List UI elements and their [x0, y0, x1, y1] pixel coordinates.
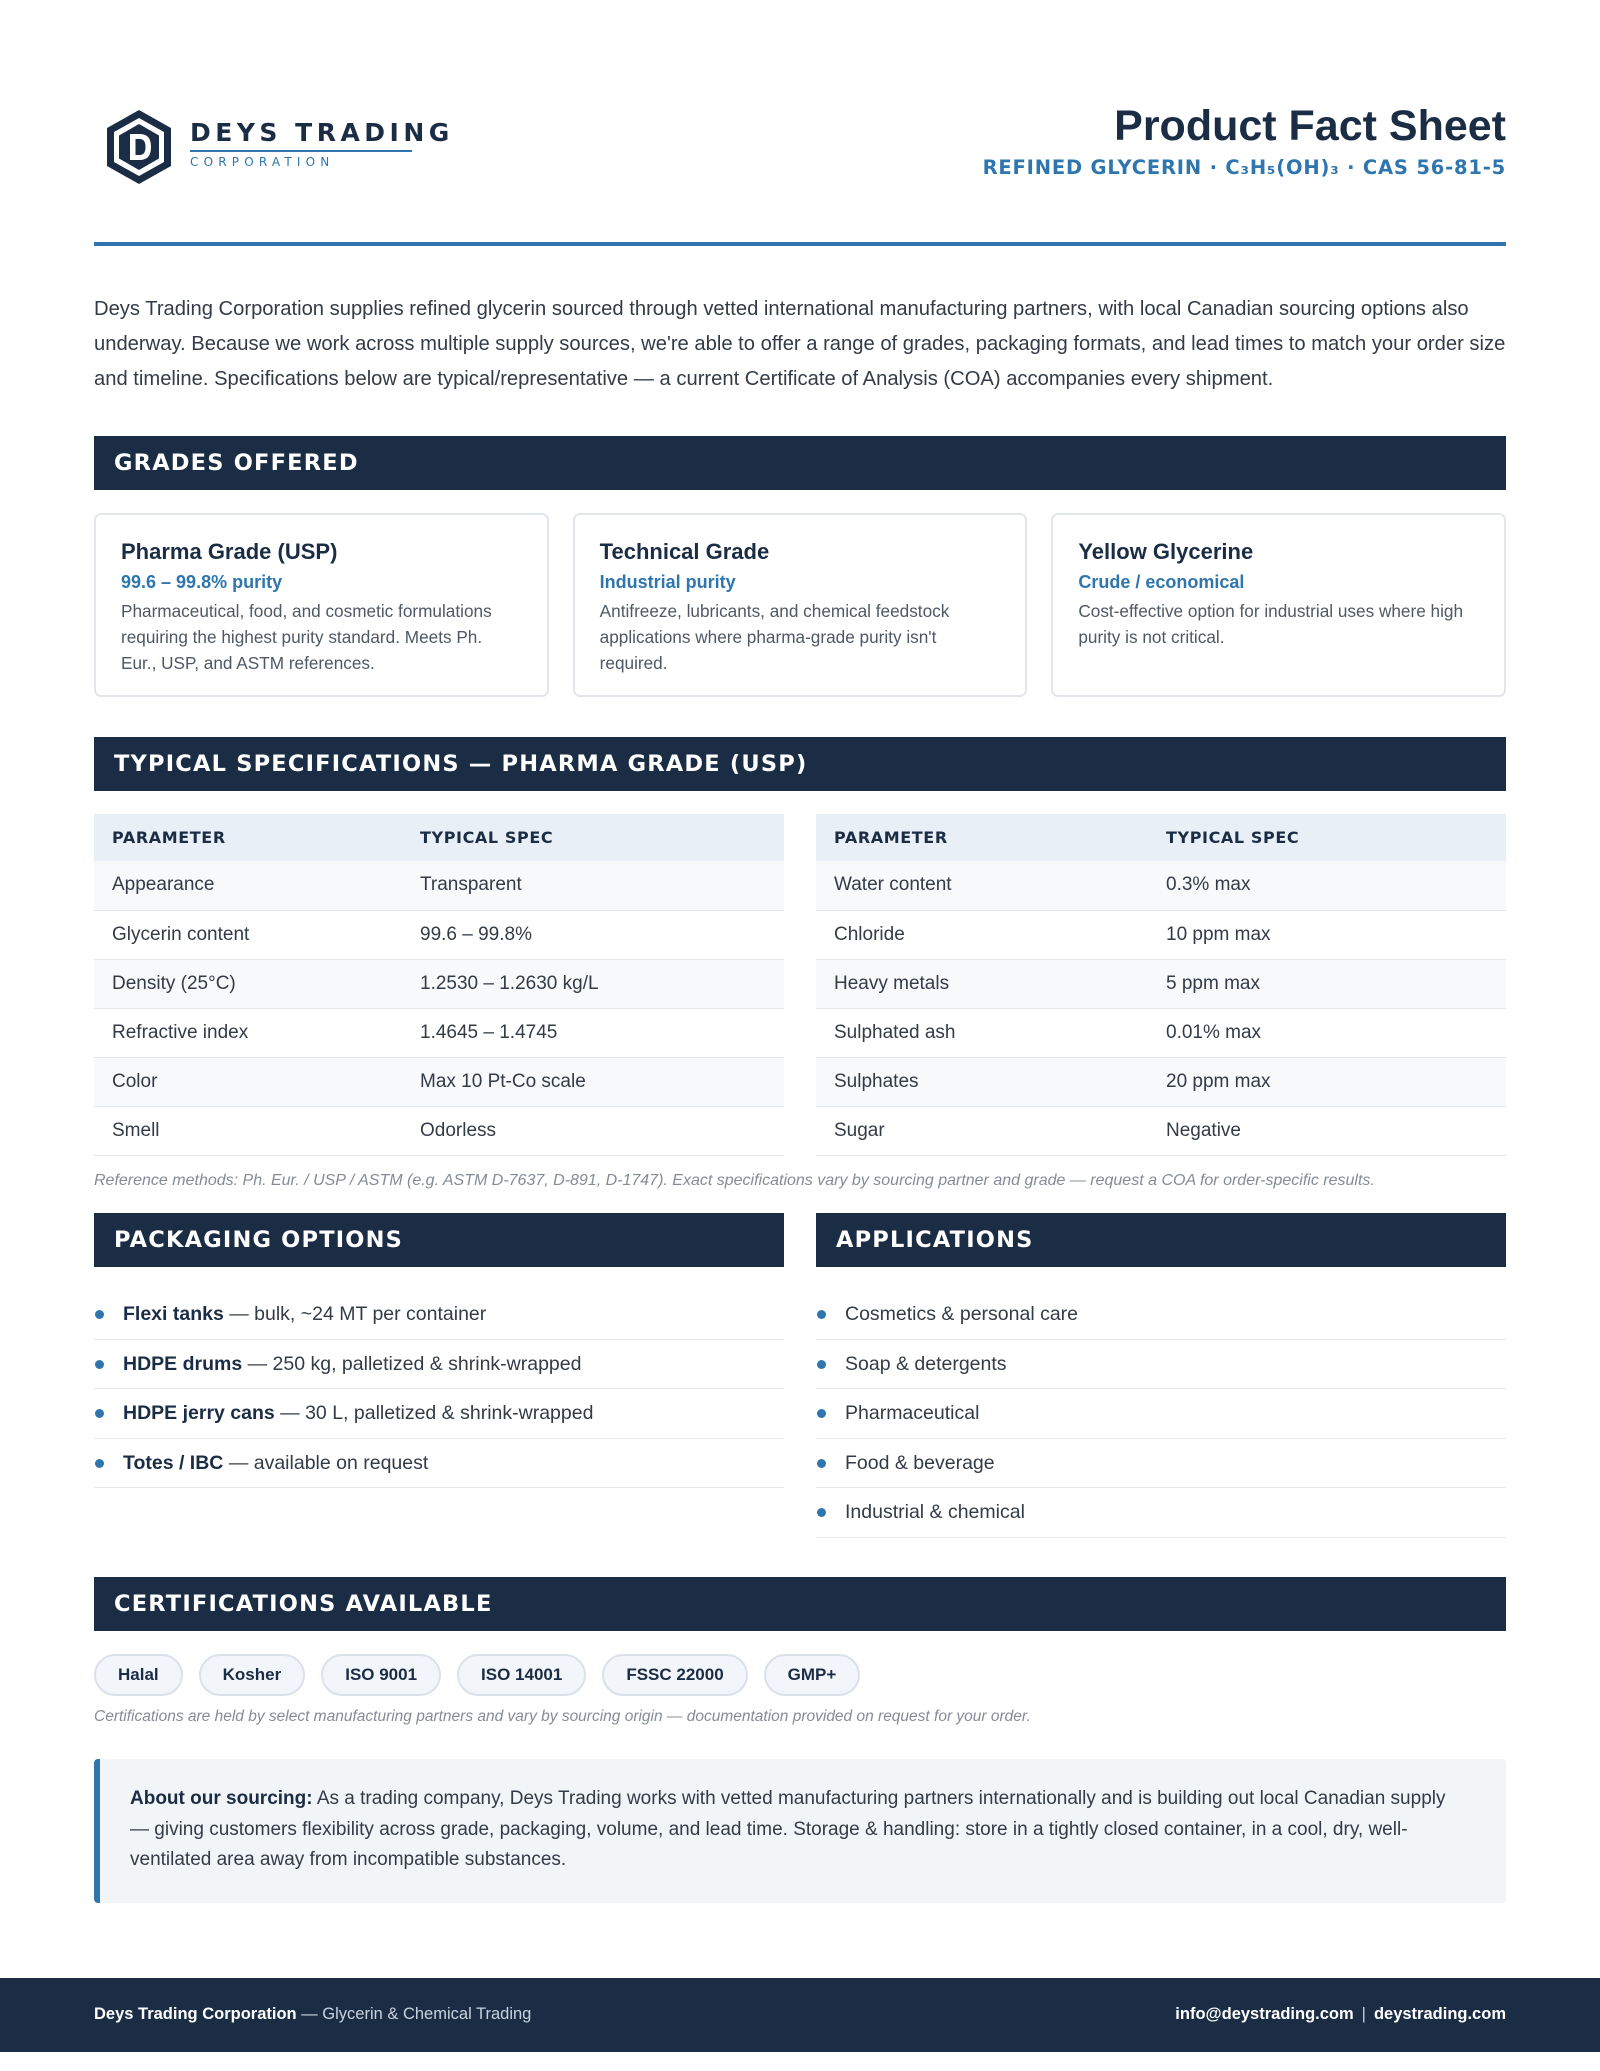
list-item	[94, 1290, 784, 1340]
sourcing-text: As a trading company, Deys Trading works with vetted manufacturing partners internationally and is building out local Canadian supply — giving customers flexibility across grade, packaging, volume, and lead time. Storage & handling: store in a tightly closed container, in a cool, dry, well-ventilated area away from incompatible substances.	[130, 1788, 1446, 1870]
brand-subtitle: CORPORATION	[190, 155, 335, 169]
application-label: Industrial & chemical	[845, 1501, 1025, 1523]
grade-card-description: Pharmaceutical, food, and cosmetic formulations requiring the highest purity standard. Meets Ph. Eur., USP, and ASTM references.	[121, 601, 492, 673]
list-item	[816, 1439, 1506, 1489]
spec-cell: Transparent	[402, 861, 784, 910]
certification-badge-gmp-plus: GMP+	[764, 1654, 861, 1696]
table-row	[816, 1106, 1506, 1155]
spec-table-header-row	[816, 814, 1506, 861]
application-label: Pharmaceutical	[845, 1402, 980, 1424]
table-row	[94, 1057, 784, 1106]
parameter-cell: Sulphates	[816, 1057, 1148, 1106]
spec-cell: 20 ppm max	[1148, 1057, 1506, 1106]
parameter-cell: Density (25°C)	[94, 959, 402, 1008]
spec-cell: Negative	[1148, 1106, 1506, 1155]
spec-cell: 5 ppm max	[1148, 959, 1506, 1008]
grade-card-title: Technical Grade	[599, 539, 770, 564]
spec-table-left	[94, 814, 784, 1156]
hexagon-d-logo-icon	[104, 108, 174, 186]
footer-separator: |	[1361, 2005, 1366, 2023]
spec-cell: 99.6 – 99.8%	[402, 910, 784, 959]
grade-card-pharma	[94, 513, 549, 697]
packaging-detail: — 30 L, palletized & shrink-wrapped	[274, 1402, 594, 1424]
table-row	[94, 910, 784, 959]
specs-section-header: TYPICAL SPECIFICATIONS — PHARMA GRADE (USP)	[94, 737, 1506, 791]
certifications-section-header: CERTIFICATIONS AVAILABLE	[94, 1577, 1506, 1631]
parameter-cell: Glycerin content	[94, 910, 402, 959]
page-title: Product Fact Sheet	[1114, 102, 1506, 150]
spec-table-header-row	[94, 814, 784, 861]
grade-card-yellow	[1051, 513, 1506, 697]
table-row	[816, 861, 1506, 910]
table-row	[94, 959, 784, 1008]
applications-section-header: APPLICATIONS	[816, 1213, 1506, 1267]
bullet-icon	[817, 1310, 826, 1319]
sourcing-callout	[94, 1759, 1506, 1903]
grade-card-purity: Industrial purity	[599, 572, 736, 592]
certification-badge-fssc-22000: FSSC 22000	[602, 1654, 747, 1696]
table-row	[816, 959, 1506, 1008]
parameter-cell: Chloride	[816, 910, 1148, 959]
bullet-icon	[95, 1310, 104, 1319]
application-label: Food & beverage	[845, 1451, 995, 1474]
footer-contact	[1175, 2005, 1506, 2024]
table-row	[816, 1008, 1506, 1057]
grades-section-header: GRADES OFFERED	[94, 436, 1506, 490]
table-row	[94, 1008, 784, 1057]
grade-card-description: Antifreeze, lubricants, and chemical feedstock applications where pharma-grade purity isn't required.	[599, 601, 950, 673]
footer-company	[94, 2005, 531, 2024]
applications-list	[816, 1290, 1506, 1538]
table-row	[94, 1106, 784, 1155]
certification-pills	[94, 1654, 860, 1696]
certification-badge-iso-9001: ISO 9001	[321, 1654, 441, 1696]
parameter-cell: Sugar	[816, 1106, 1148, 1155]
packaging-name: Flexi tanks	[123, 1303, 224, 1325]
header	[94, 100, 1506, 190]
spec-cell: 0.3% max	[1148, 861, 1506, 910]
application-label: Soap & detergents	[845, 1352, 1007, 1375]
packaging-name: HDPE jerry cans	[123, 1402, 275, 1424]
list-item	[94, 1439, 784, 1489]
bullet-icon	[95, 1409, 104, 1418]
list-item	[816, 1340, 1506, 1390]
sourcing-label: About our sourcing:	[130, 1788, 313, 1809]
spec-cell: 1.2530 – 1.2630 kg/L	[402, 959, 784, 1008]
bullet-icon	[817, 1459, 826, 1468]
certifications-note: Certifications are held by select manufacturing partners and vary by sourcing origin — documentation provided on request for your order.	[94, 1708, 1031, 1725]
spec-cell: 10 ppm max	[1148, 910, 1506, 959]
packaging-detail: — bulk, ~24 MT per container	[223, 1303, 487, 1325]
parameter-cell: Sulphated ash	[816, 1008, 1148, 1057]
grade-card-technical	[573, 513, 1028, 697]
column-header-parameter: PARAMETER	[94, 814, 402, 861]
column-header-typical-spec: TYPICAL SPEC	[1148, 814, 1506, 861]
spec-cell: Odorless	[402, 1106, 784, 1155]
list-item	[816, 1488, 1506, 1538]
brand-underline	[190, 150, 412, 152]
parameter-cell: Refractive index	[94, 1008, 402, 1057]
footer-company-name: Deys Trading Corporation	[94, 2005, 297, 2023]
brand-name: DEYS TRADING	[190, 118, 454, 147]
grade-card-description: Cost-effective option for industrial uses where high purity is not critical.	[1078, 601, 1464, 647]
spec-cell: Max 10 Pt-Co scale	[402, 1057, 784, 1106]
list-item	[94, 1389, 784, 1439]
bullet-icon	[817, 1508, 826, 1517]
packaging-name: Totes / IBC	[123, 1451, 224, 1474]
spec-table-right	[816, 814, 1506, 1156]
parameter-cell: Smell	[94, 1106, 402, 1155]
bullet-icon	[95, 1459, 104, 1468]
footer	[0, 1978, 1600, 2052]
table-row	[816, 910, 1506, 959]
footer-tagline: — Glycerin & Chemical Trading	[296, 2005, 532, 2023]
spec-cell: 0.01% max	[1148, 1008, 1506, 1057]
header-divider	[94, 242, 1506, 246]
list-item	[94, 1340, 784, 1390]
footer-website-link[interactable]: deystrading.com	[1373, 2005, 1506, 2023]
intro-paragraph: Deys Trading Corporation supplies refined glycerin sourced through vetted international manufacturing partners, with local Canadian sourcing options also underway. Because we work across multiple supply sources, we're able to offer a range of grades, packaging formats, and lead times to match your order size and timeline. Specifications below are typical/representative — a current Certificate of Analysis (COA) accompanies every shipment.	[94, 298, 1506, 390]
certification-badge-halal: Halal	[94, 1654, 183, 1696]
bullet-icon	[817, 1409, 826, 1418]
column-header-typical-spec: TYPICAL SPEC	[402, 814, 784, 861]
packaging-section-header: PACKAGING OPTIONS	[94, 1213, 784, 1267]
product-subtitle: REFINED GLYCERIN · C₃H₅(OH)₃ · CAS 56-81-5	[982, 156, 1506, 179]
packaging-name: HDPE drums	[123, 1352, 243, 1375]
grade-card-title: Pharma Grade (USP)	[121, 539, 338, 564]
bullet-icon	[95, 1360, 104, 1369]
packaging-list	[94, 1290, 784, 1488]
grade-card-title: Yellow Glycerine	[1078, 539, 1254, 564]
list-item	[816, 1290, 1506, 1340]
certification-badge-kosher: Kosher	[199, 1654, 306, 1696]
grade-card-purity: Crude / economical	[1078, 572, 1245, 592]
table-row	[816, 1057, 1506, 1106]
footer-email-link[interactable]: info@deystrading.com	[1175, 2005, 1354, 2023]
packaging-detail: — available on request	[223, 1451, 429, 1474]
table-row	[94, 861, 784, 910]
parameter-cell: Color	[94, 1057, 402, 1106]
parameter-cell: Appearance	[94, 861, 402, 910]
grade-cards	[94, 513, 1506, 697]
column-header-parameter: PARAMETER	[816, 814, 1148, 861]
list-item	[816, 1389, 1506, 1439]
specs-reference-note: Reference methods: Ph. Eur. / USP / ASTM (e.g. ASTM D-7637, D-891, D-1747). Exact specifications vary by sourcing partner and grade — request a COA for order-specific results.	[94, 1172, 1375, 1189]
spec-cell: 1.4645 – 1.4745	[402, 1008, 784, 1057]
packaging-detail: — 250 kg, palletized & shrink-wrapped	[242, 1352, 582, 1375]
grade-card-purity: 99.6 – 99.8% purity	[121, 572, 283, 592]
parameter-cell: Water content	[816, 861, 1148, 910]
bullet-icon	[817, 1360, 826, 1369]
certification-badge-iso-14001: ISO 14001	[457, 1654, 586, 1696]
application-label: Cosmetics & personal care	[845, 1303, 1079, 1325]
parameter-cell: Heavy metals	[816, 959, 1148, 1008]
